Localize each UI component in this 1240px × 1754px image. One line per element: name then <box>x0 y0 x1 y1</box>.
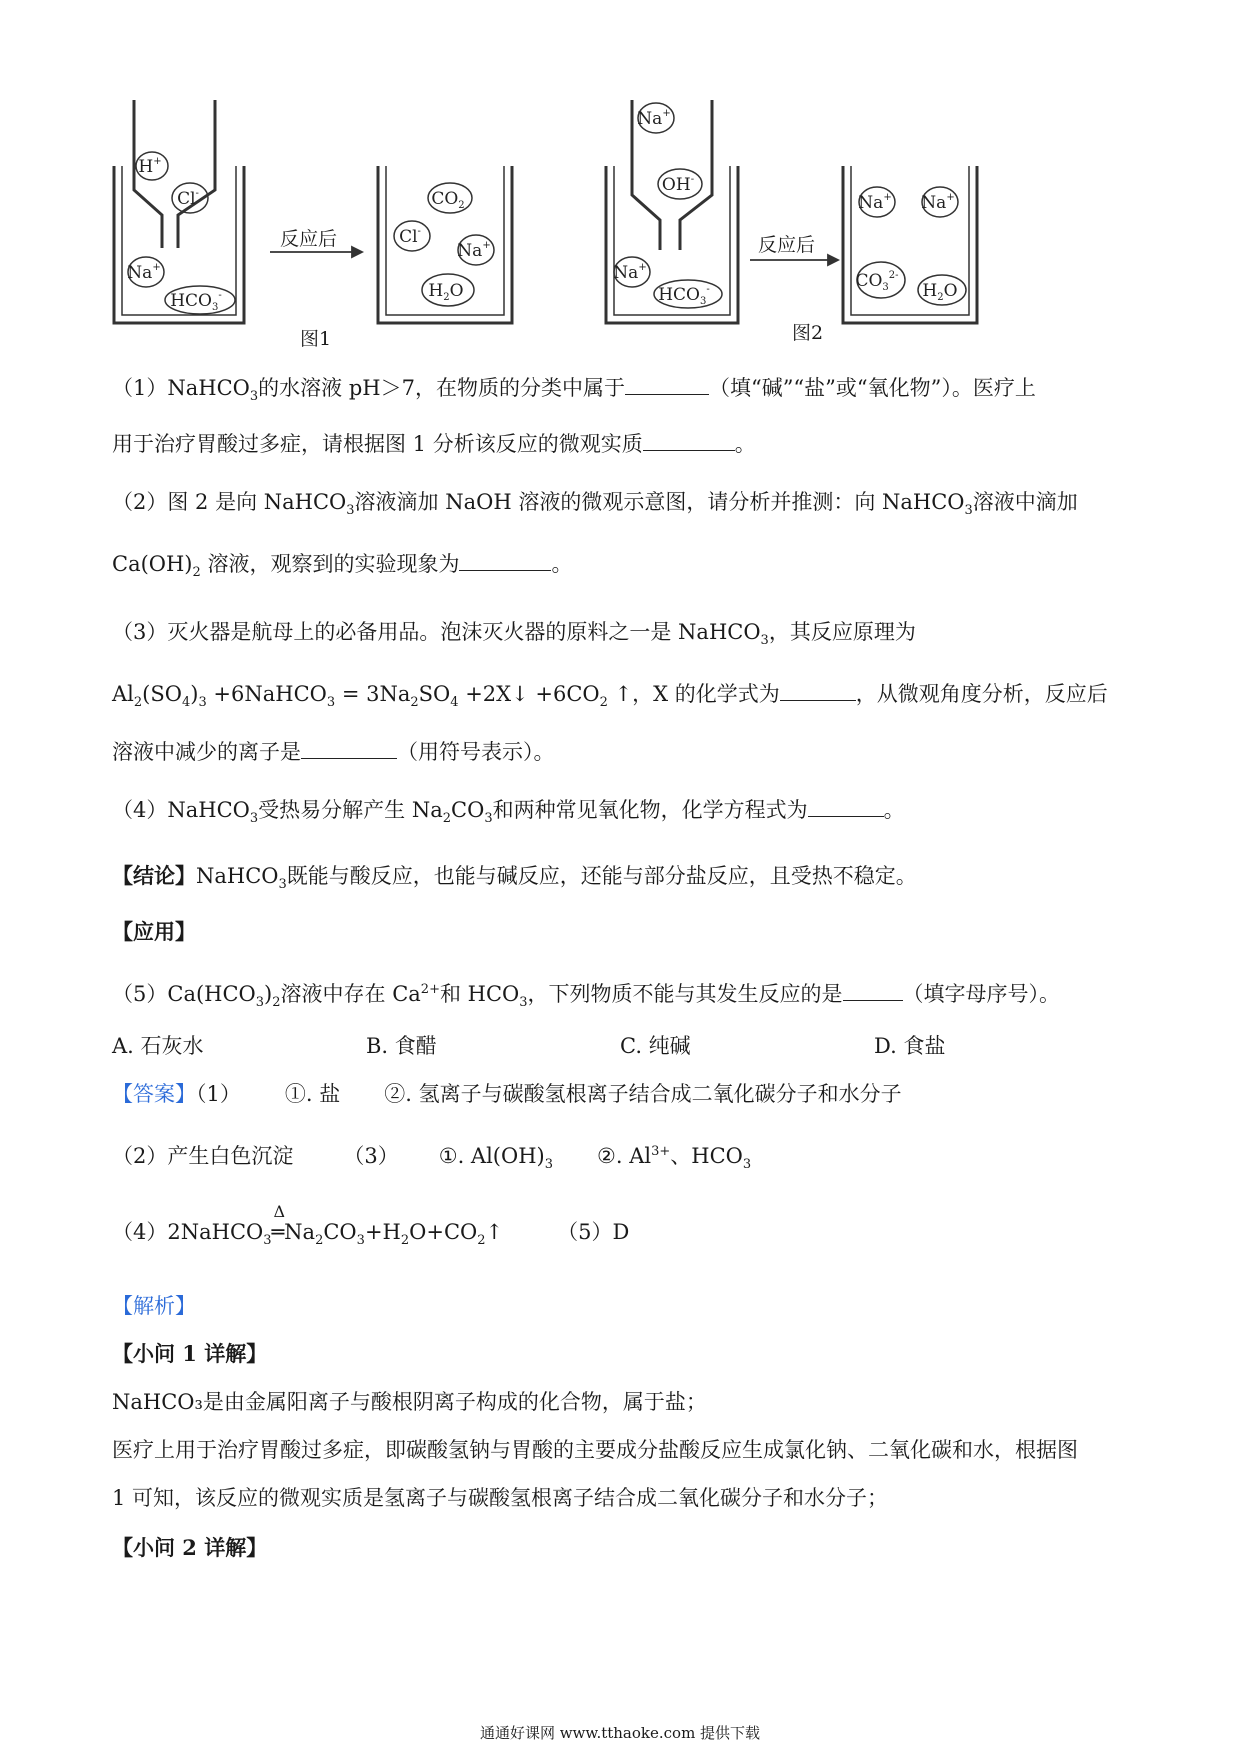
footer: 通通好课网 www.tthaoke.com 提供下载 <box>479 1724 761 1742</box>
fig1-arrow-label: 反应后 <box>280 228 338 250</box>
fig2-ion-na-after-2: Na+ <box>921 192 955 213</box>
fig1-ion-h: H+ <box>138 156 162 177</box>
q4-line: （4）NaHCO$_3$受热易分解产生 $Na_2CO_3$和两种常见氧化物，化学方程式为 。 <box>112 798 905 827</box>
fig2-ion-co3: $CO_3^{2-}$ <box>855 270 899 293</box>
q3-line1: （3）灭火器是航母上的必备用品。泡沫灭火器的原料之一是 NaHCO$_3$，其反应原理为 <box>112 620 916 649</box>
analysis-p3: 1 可知，该反应的微观实质是氢离子与碳酸氢根离子结合成二氧化碳分子和水分子； <box>112 1486 889 1510</box>
fig2-arrow-label: 反应后 <box>758 234 816 256</box>
fig1-ion-hco3: $HCO_3^-$ <box>170 290 222 313</box>
fig2-ion-hco3: $HCO_3^-$ <box>658 284 710 307</box>
fig1-ion-co2: $CO_2$ <box>431 189 465 211</box>
q2-line2: $Ca(OH)_2$ 溶液，观察到的实验现象为 。 <box>112 552 573 581</box>
fig2-ion-na-top: Na+ <box>637 108 671 129</box>
fig2-ion-h2o: $H_2O$ <box>922 281 958 303</box>
q5-option-c: C. 纯碱 <box>620 1034 691 1058</box>
q1-line1: （1）NaHCO$_3$的水溶液 pH＞7，在物质的分类中属于 （填“碱”“盐”或“氧化物”）。医疗上 <box>112 376 1036 405</box>
q2-line1: （2）图 2 是向 NaHCO$_3$溶液滴加 NaOH 溶液的微观示意图，请分析并推测：向 NaHCO$_3$溶液中滴加 <box>112 490 1078 519</box>
q5-option-b: B. 食醋 <box>366 1034 437 1058</box>
analysis-p1: NaHCO₃是由金属阳离子与酸根阴离子构成的化合物，属于盐； <box>112 1390 707 1414</box>
fig2-ion-na: Na+ <box>613 262 647 283</box>
answer-line1: 【答案】（1） ①. 盐 ②. 氢离子与碳酸氢根离子结合成二氧化碳分子和水分子 <box>112 1082 902 1106</box>
analysis-p2: 医疗上用于治疗胃酸过多症，即碳酸氢钠与胃酸的主要成分盐酸反应生成氯化钠、二氧化碳和水，根据图 <box>112 1438 1078 1462</box>
analysis-tag: 【解析】 <box>112 1294 196 1318</box>
q3-line3: 溶液中减少的离子是 （用符号表示）。 <box>112 740 555 764</box>
analysis-sub1: 【小问 1 详解】 <box>112 1341 268 1366</box>
q5-option-a: A. 石灰水 <box>112 1034 204 1058</box>
fig1-ion-na-after: Na+ <box>457 240 491 261</box>
application-tag: 【应用】 <box>112 919 196 944</box>
fig1-ion-cl: Cl- <box>177 188 199 209</box>
fig1-ion-cl-after: Cl- <box>399 226 421 247</box>
fig2-ion-oh: OH- <box>661 174 695 195</box>
q5-option-d: D. 食盐 <box>874 1034 946 1058</box>
answer-line3: （4）2NaHCO$_3$ Δ $═Na_2CO_3+H_2O+CO_2↑$ （5）D <box>112 1202 630 1249</box>
q5-line: $(5)Ca(HCO_3)_2$溶液中存在 $Ca^{2+}$和 $HCO_3$，下列物质不能与其发生反应的是 （填字母序号）。 <box>112 982 1061 1011</box>
fig1-ion-h2o: $H_2O$ <box>428 281 464 303</box>
q3-equation: $Al_2(SO_4)_3$ +6NaHCO$_3$ = $3Na_2SO_4$ +2X↓ $+6CO_2$ ↑，X 的化学式为 ，从微观角度分析，反应后 <box>112 682 1108 711</box>
figure-area <box>0 80 1240 360</box>
fig1-caption: 图1 <box>300 328 332 350</box>
answer-line2: （2）产生白色沉淀 （3） ①. $Al(OH)_3$ ②. $Al^{3+}$、$HCO_3$ <box>112 1144 752 1173</box>
conclusion: 【结论】NaHCO$_3$既能与酸反应，也能与碱反应，还能与部分盐反应，且受热不稳定。 <box>112 863 917 893</box>
analysis-sub2: 【小问 2 详解】 <box>112 1535 268 1560</box>
fig2-ion-na-after-1: Na+ <box>858 192 892 213</box>
fig1-ion-na: Na+ <box>127 262 161 283</box>
fig2-caption: 图2 <box>792 322 824 344</box>
q1-line2: 用于治疗胃酸过多症，请根据图 1 分析该反应的微观实质 。 <box>112 432 756 456</box>
